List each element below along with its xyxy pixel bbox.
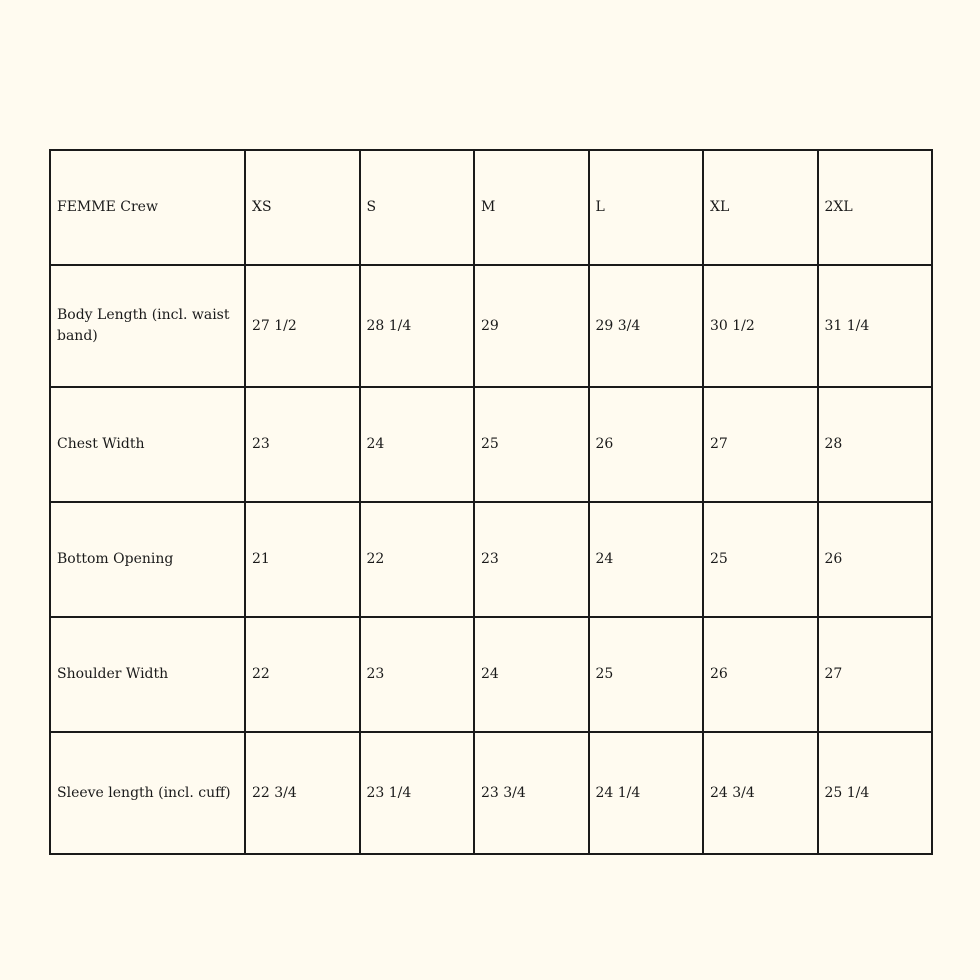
table-cell: 27 (818, 617, 933, 732)
size-chart-table (49, 149, 933, 855)
row-label: Bottom Opening (50, 502, 245, 617)
table-cell: 22 3/4 (245, 732, 360, 854)
table-cell: 23 (474, 502, 589, 617)
table-cell: 30 1/2 (703, 265, 818, 387)
table-cell: 25 (703, 502, 818, 617)
size-header-m: M (474, 150, 589, 265)
table-cell: 29 (474, 265, 589, 387)
table-cell: 23 (360, 617, 475, 732)
table-row-chest-width (50, 387, 932, 502)
table-cell: 22 (360, 502, 475, 617)
row-label: Chest Width (50, 387, 245, 502)
size-header-xs: XS (245, 150, 360, 265)
table-cell: 28 (818, 387, 933, 502)
table-cell: 23 3/4 (474, 732, 589, 854)
size-header-xl: XL (703, 150, 818, 265)
table-cell: 22 (245, 617, 360, 732)
table-cell: 25 (589, 617, 704, 732)
row-label: Sleeve length (incl. cuff) (50, 732, 245, 854)
table-cell: 26 (703, 617, 818, 732)
table-cell: 29 3/4 (589, 265, 704, 387)
table-row-bottom-opening (50, 502, 932, 617)
size-header-l: L (589, 150, 704, 265)
table-cell: 26 (818, 502, 933, 617)
table-cell: 24 (360, 387, 475, 502)
table-cell: 24 1/4 (589, 732, 704, 854)
table-cell: 24 3/4 (703, 732, 818, 854)
table-cell: 23 (245, 387, 360, 502)
row-label: Body Length (incl. waist band) (50, 265, 245, 387)
table-cell: 23 1/4 (360, 732, 475, 854)
table-cell: 24 (589, 502, 704, 617)
table-cell: 25 (474, 387, 589, 502)
table-row-shoulder-width (50, 617, 932, 732)
table-cell: 27 (703, 387, 818, 502)
table-cell: 27 1/2 (245, 265, 360, 387)
table-cell: 24 (474, 617, 589, 732)
size-header-2xl: 2XL (818, 150, 933, 265)
table-cell: 28 1/4 (360, 265, 475, 387)
table-cell: 26 (589, 387, 704, 502)
row-label: Shoulder Width (50, 617, 245, 732)
header-row (50, 150, 932, 265)
table-row-body-length (50, 265, 932, 387)
product-name-cell: FEMME Crew (50, 150, 245, 265)
table-cell: 25 1/4 (818, 732, 933, 854)
table-cell: 31 1/4 (818, 265, 933, 387)
table-row-sleeve-length (50, 732, 932, 854)
table-cell: 21 (245, 502, 360, 617)
size-header-s: S (360, 150, 475, 265)
